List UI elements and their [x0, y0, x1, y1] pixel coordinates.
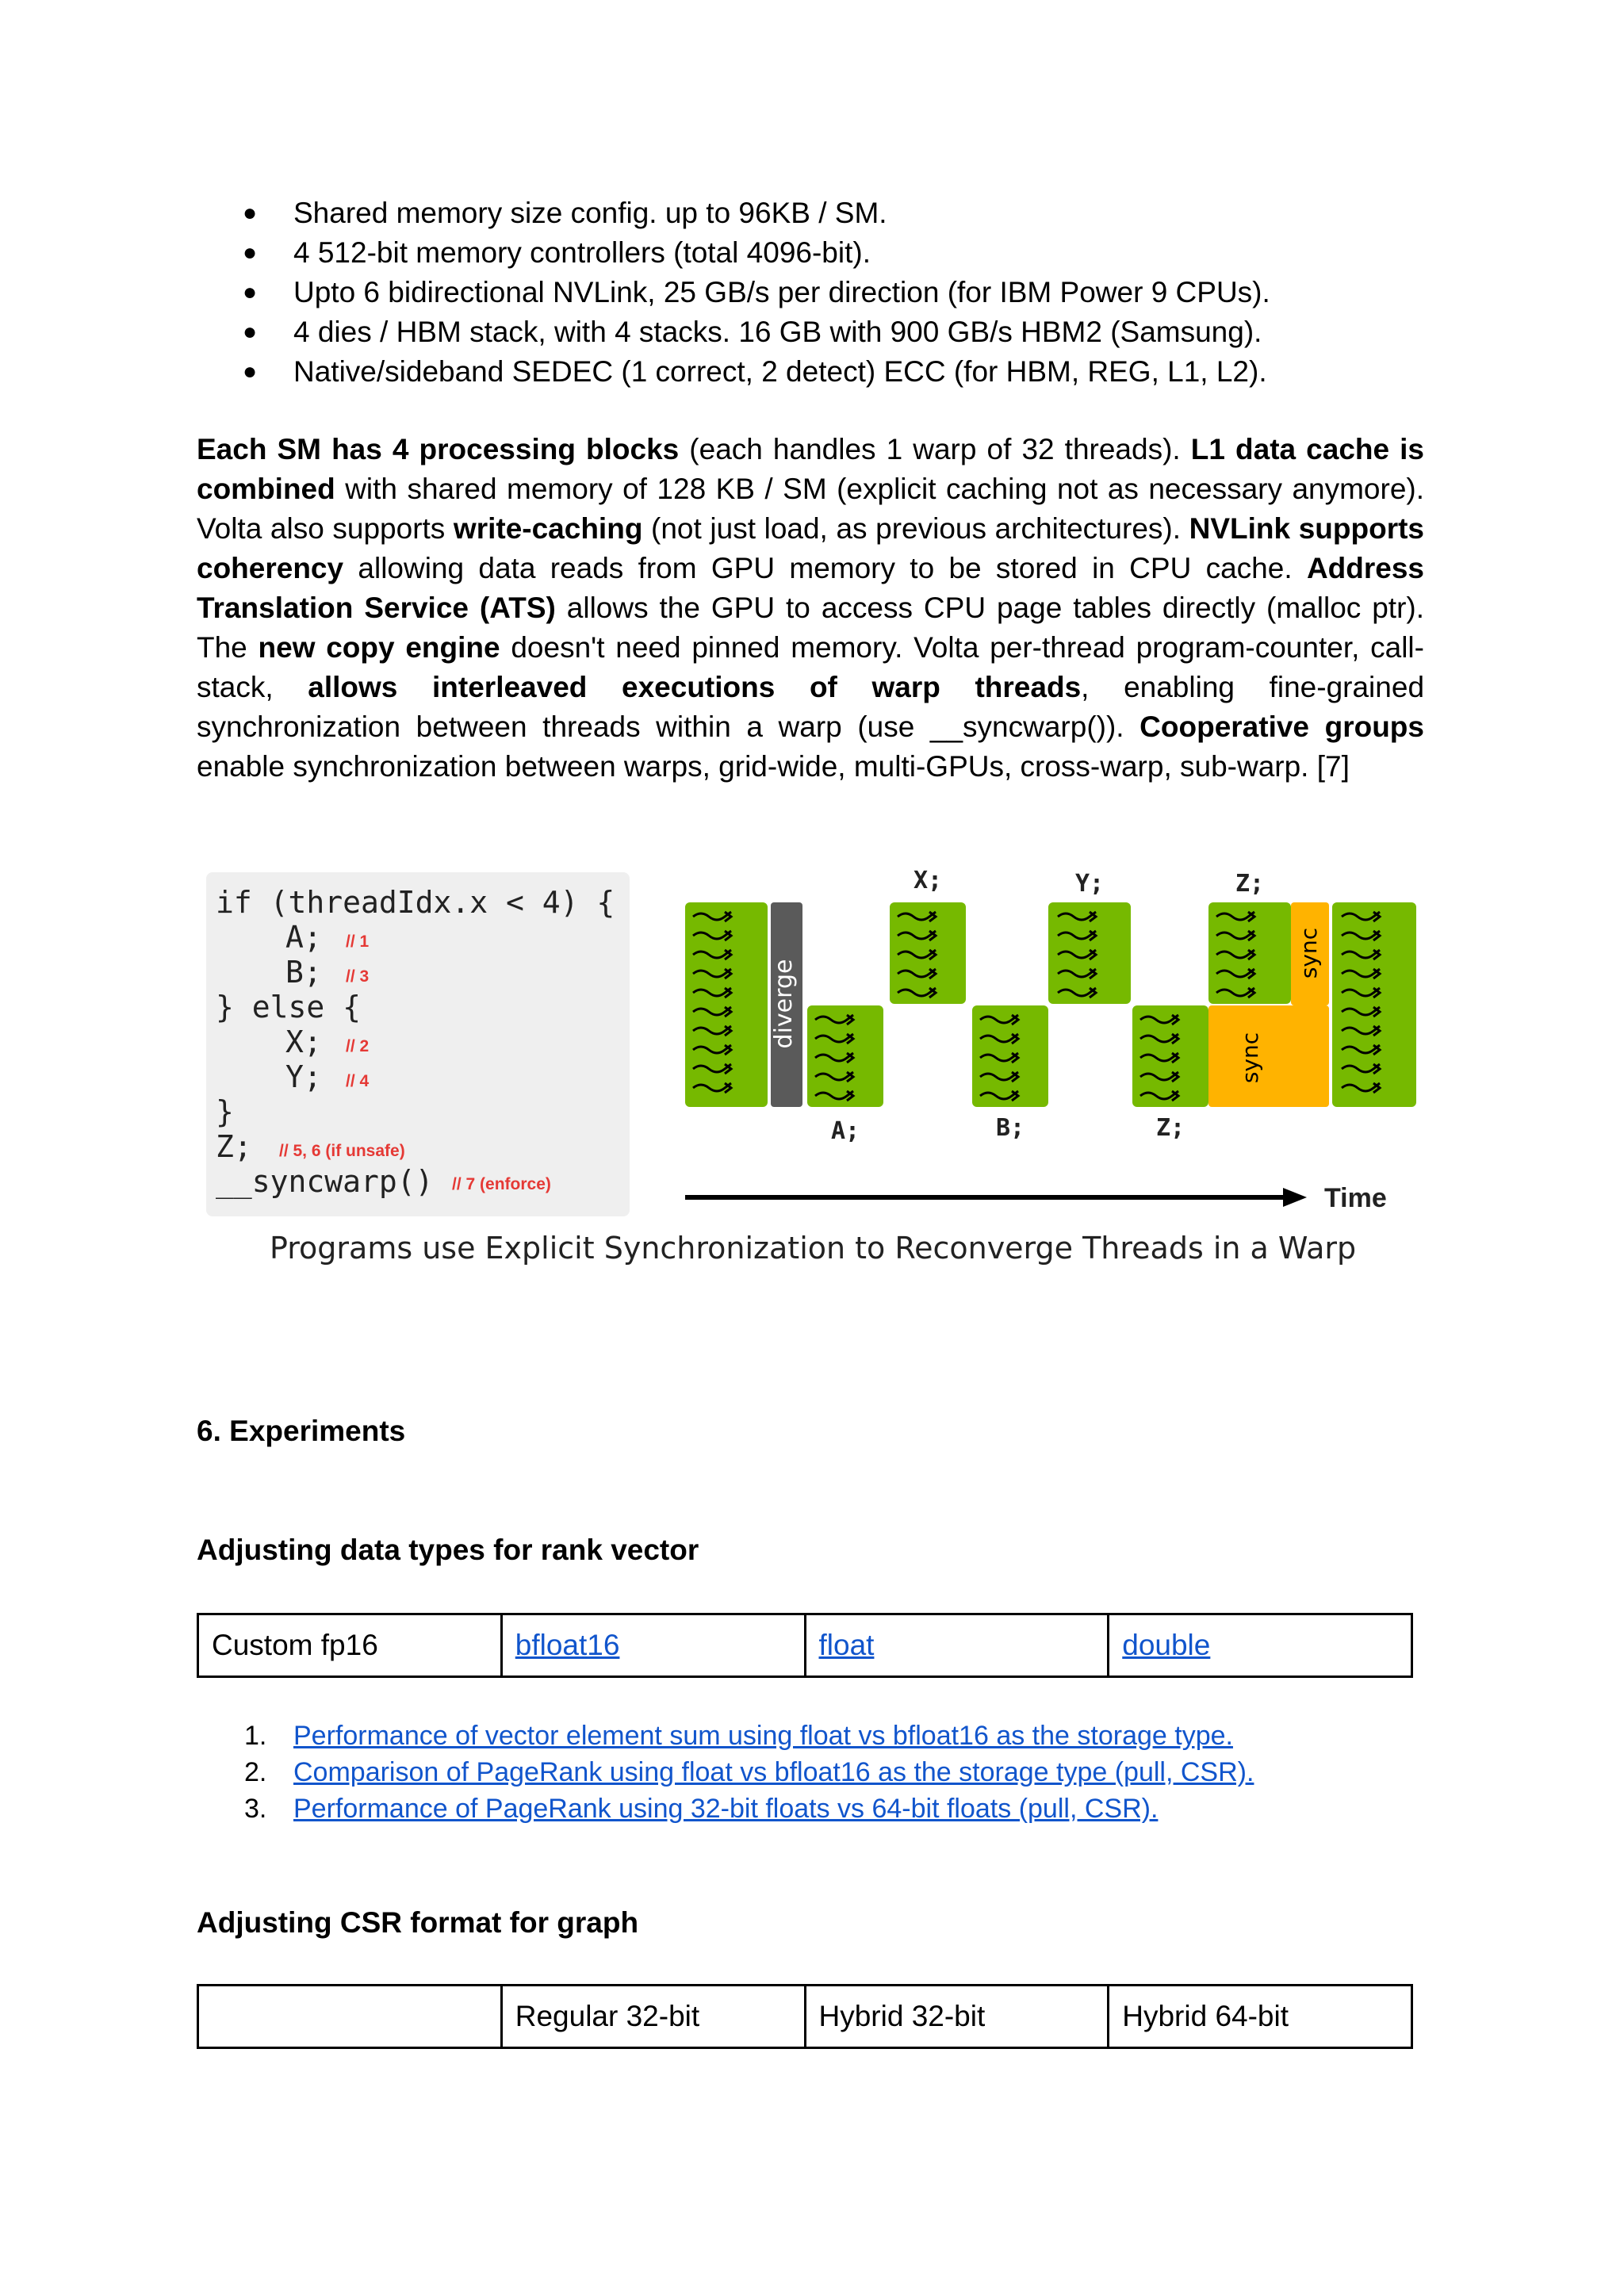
list-number: 1. — [244, 1721, 267, 1751]
time-label: Time — [1324, 1183, 1387, 1213]
bold-text: Each SM has 4 processing blocks — [197, 433, 680, 465]
code-line: Y; — [285, 1059, 322, 1094]
code-comment: // 3 — [346, 967, 370, 986]
experiment-link[interactable]: Performance of PageRank using 32-bit floats vs 64-bit floats (pull, CSR). — [293, 1794, 1159, 1824]
bold-text: allows interleaved executions of warp threads — [308, 671, 1082, 703]
label-y: Y; — [1074, 870, 1105, 898]
label-a: A; — [830, 1117, 860, 1145]
warp-block-z-bottom — [1132, 1005, 1208, 1107]
table-cell — [805, 1614, 1109, 1677]
list-number: 3. — [244, 1794, 267, 1824]
list-item — [197, 1754, 1465, 1790]
bold-text: L1 data cache is combined — [197, 433, 1425, 505]
code-line: X; — [285, 1024, 322, 1059]
time-arrow — [685, 1183, 1387, 1213]
table-cell: Hybrid 32-bit — [805, 1986, 1109, 2048]
label-z-bottom: Z; — [1155, 1114, 1185, 1142]
bullet-item: ● Shared memory size config. up to 96KB / SM. — [197, 193, 1465, 233]
experiment-link[interactable]: Performance of vector element sum using float vs bfloat16 as the storage type. — [293, 1721, 1233, 1751]
text: allows the GPU to access CPU page tables directly (malloc ptr). The — [197, 592, 1424, 664]
list-item — [197, 1790, 1465, 1827]
code-comment: // 2 — [346, 1037, 370, 1055]
text: (not just load, as previous architectures). — [642, 512, 1189, 545]
text: allowing data reads from GPU memory to be stored in CPU cache. — [343, 552, 1307, 584]
code-comment: // 4 — [346, 1072, 370, 1090]
code-line: } — [216, 1094, 234, 1129]
table-row — [198, 1986, 1412, 2048]
section-heading: 6. Experiments — [197, 1415, 406, 1447]
code-line: } else { — [216, 990, 362, 1024]
warp-block-b — [972, 1005, 1048, 1107]
label-b: B; — [995, 1114, 1025, 1142]
table-cell — [198, 1986, 502, 2048]
code-line: B; — [285, 955, 322, 990]
sync-label-small: sync — [1296, 927, 1322, 979]
diverge-bar — [770, 902, 802, 1107]
warp-timeline-diagram — [672, 864, 1434, 1229]
text: (each handles 1 warp of 32 threads). — [679, 433, 1191, 465]
bullet-item: ● Native/sideband SEDEC (1 correct, 2 detect) ECC (for HBM, REG, L1, L2). — [197, 352, 1465, 392]
table-cell: Custom fp16 — [198, 1614, 502, 1677]
figure-caption: Programs use Explicit Synchronization to Reconverge Threads in a Warp — [270, 1231, 1357, 1266]
label-x: X; — [913, 867, 943, 894]
code-line: __syncwarp() — [216, 1164, 434, 1199]
code-panel — [206, 872, 630, 1216]
subsection-heading-data-types: Adjusting data types for rank vector — [197, 1534, 699, 1566]
bullet-item: ● 4 dies / HBM stack, with 4 stacks. 16 GB with 900 GB/s HBM2 (Samsung). — [197, 312, 1465, 352]
text: enable synchronization between warps, grid-wide, multi-GPUs, cross-warp, sub-warp. [7] — [197, 750, 1350, 783]
table-cell: Hybrid 64-bit — [1109, 1986, 1412, 2048]
list-item — [197, 1718, 1465, 1754]
experiment-link[interactable]: Comparison of PageRank using float vs bfloat16 as the storage type (pull, CSR). — [293, 1757, 1254, 1787]
warp-block-a — [807, 1005, 883, 1107]
bold-text: new copy engine — [258, 631, 500, 664]
warp-block-x — [890, 902, 966, 1004]
bullet-item: ● Upto 6 bidirectional NVLink, 25 GB/s per direction (for IBM Power 9 CPUs). — [197, 273, 1465, 312]
table-cell — [501, 1614, 805, 1677]
bold-text: Address Translation Service (ATS) — [197, 552, 1424, 624]
table-row — [198, 1614, 1412, 1677]
bullet-list — [197, 193, 1465, 392]
sync-label-big: sync — [1237, 1032, 1263, 1084]
bold-text: write-caching — [453, 512, 643, 545]
text: with shared memory of 128 KB / SM (explicit caching not as necessary anymore). Volta also supports — [197, 473, 1424, 545]
text: doesn't need pinned memory. Volta per-thread program-counter, call-stack, — [197, 631, 1424, 703]
code-line: Z; — [216, 1129, 252, 1164]
bold-text: Cooperative groups — [1139, 710, 1424, 743]
warp-block-full — [685, 902, 768, 1107]
data-types-table — [197, 1613, 1413, 1678]
code-comment: // 7 (enforce) — [452, 1175, 551, 1193]
code-comment: // 1 — [346, 933, 370, 951]
code-line: A; — [285, 920, 322, 955]
bfloat16-link[interactable]: bfloat16 — [515, 1629, 620, 1661]
float-link[interactable]: float — [818, 1629, 875, 1661]
experiment-links-list — [197, 1718, 1465, 1827]
warp-block-z-top — [1208, 902, 1291, 1004]
warp-block-reconverged — [1332, 902, 1416, 1107]
text: , enabling fine-grained synchronization between threads within a warp (use __syncwarp()). — [197, 671, 1425, 743]
bold-text: NVLink supports coherency — [197, 512, 1424, 584]
double-link[interactable]: double — [1122, 1629, 1211, 1661]
code-line: if (threadIdx.x < 4) { — [216, 885, 615, 920]
table-cell: Regular 32-bit — [501, 1986, 805, 2048]
bullet-item: ● 4 512-bit memory controllers (total 4096-bit). — [197, 233, 1465, 273]
body-paragraph — [197, 430, 1424, 787]
warp-block-y — [1048, 902, 1131, 1004]
table-cell — [1109, 1614, 1412, 1677]
csr-format-table — [197, 1984, 1413, 2049]
subsection-heading-csr: Adjusting CSR format for graph — [197, 1906, 639, 1939]
code-comment: // 5, 6 (if unsafe) — [279, 1142, 405, 1160]
warp-sync-figure — [197, 864, 1434, 1308]
label-z-top: Z; — [1235, 870, 1265, 898]
diverge-label: diverge — [770, 959, 798, 1049]
list-number: 2. — [244, 1757, 267, 1787]
